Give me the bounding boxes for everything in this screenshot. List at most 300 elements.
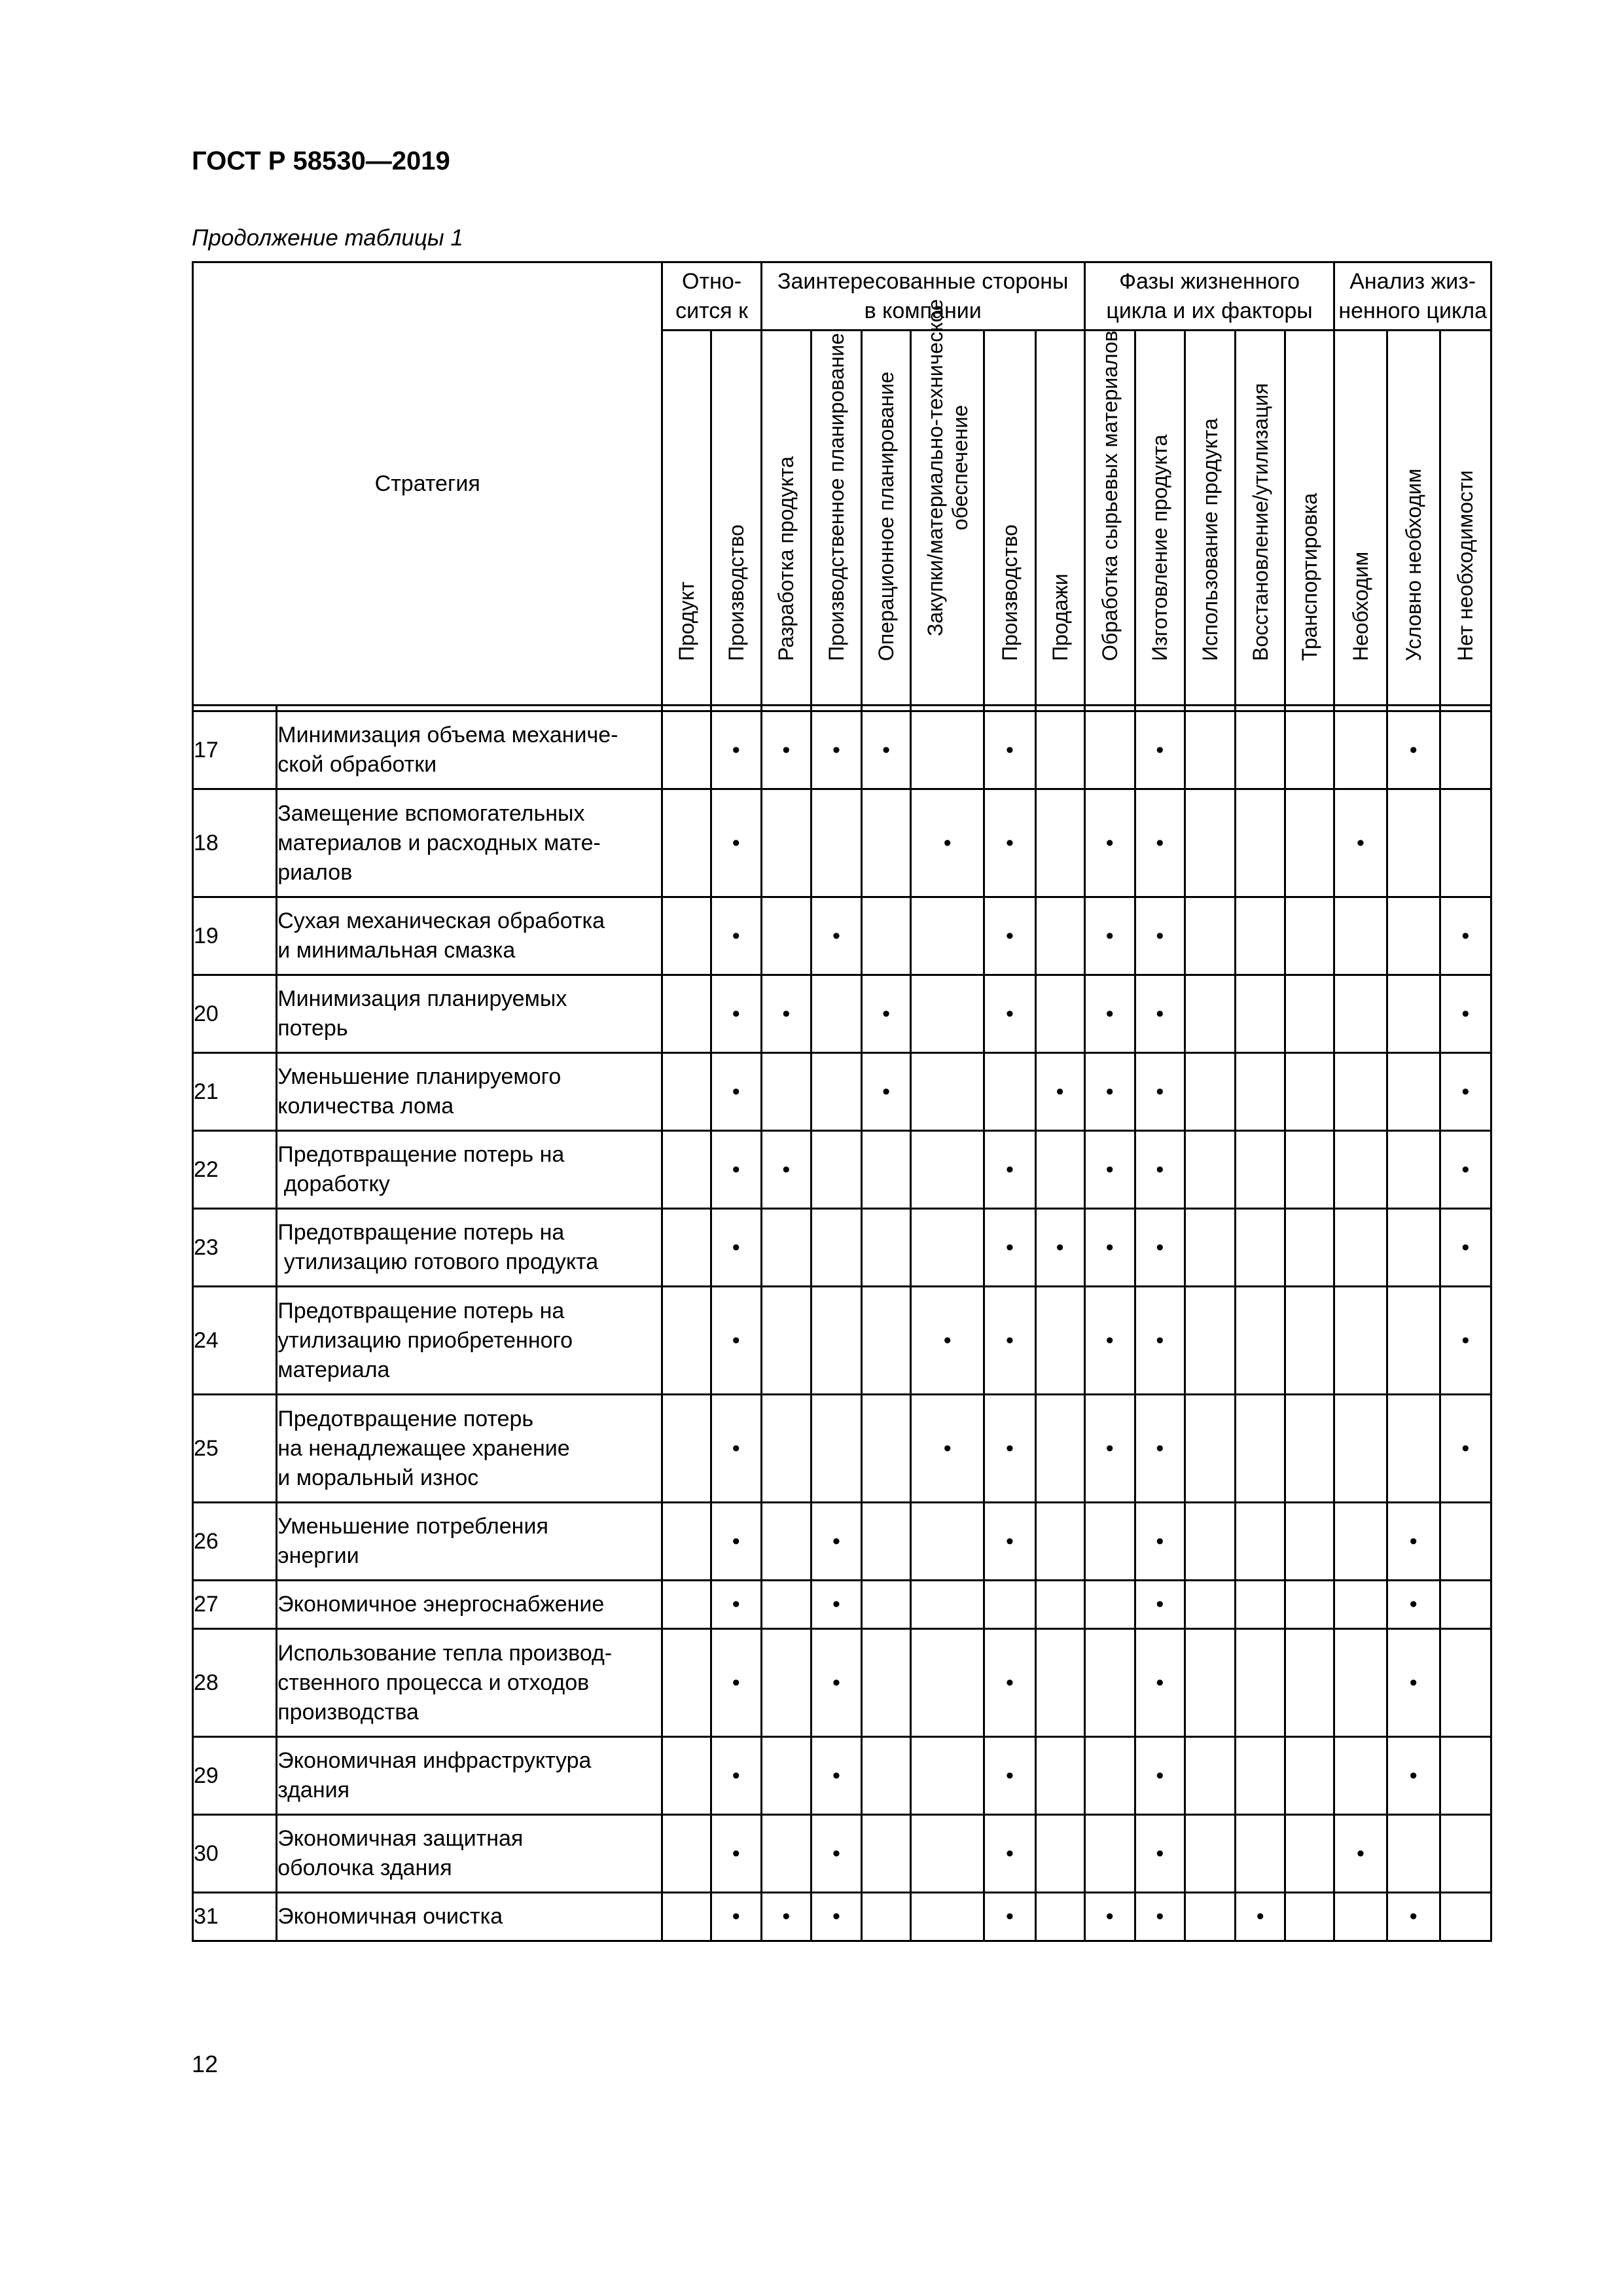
mark-cell-empty — [911, 1737, 984, 1815]
mark-cell-empty — [1285, 1131, 1334, 1209]
mark-cell-bullet: • — [1135, 1629, 1185, 1737]
column-header — [1285, 331, 1334, 706]
mark-cell-bullet: • — [1135, 1503, 1185, 1581]
mark-cell-empty — [911, 711, 984, 789]
mark-cell-empty — [662, 1131, 711, 1209]
mark-cell-bullet: • — [862, 1053, 911, 1131]
mark-cell-empty — [662, 1287, 711, 1395]
mark-cell-empty — [662, 1395, 711, 1503]
mark-cell-bullet: • — [1084, 1209, 1135, 1287]
mark-cell-bullet: • — [984, 1209, 1035, 1287]
mark-cell-empty — [1387, 1209, 1440, 1287]
column-header — [1440, 331, 1491, 706]
column-header-line1: Условно необходим — [1401, 468, 1425, 661]
column-header-label — [923, 299, 972, 636]
row-number: 29 — [193, 1737, 277, 1815]
mark-cell-empty — [1236, 1629, 1285, 1737]
mark-cell-empty — [1185, 1815, 1235, 1893]
mark-cell-empty — [911, 1209, 984, 1287]
strategy-name-line: Уменьшение планируемого — [277, 1064, 562, 1089]
mark-cell-bullet: • — [1135, 1053, 1185, 1131]
mark-cell-empty — [1185, 1581, 1235, 1629]
separator-cell — [911, 706, 984, 711]
mark-cell-empty — [1285, 1815, 1334, 1893]
mark-cell-bullet: • — [1135, 975, 1185, 1053]
column-header-label — [1248, 383, 1273, 661]
strategy-name-line: доработку — [277, 1172, 390, 1196]
mark-cell-bullet: • — [1135, 1395, 1185, 1503]
table-row — [193, 1629, 1491, 1737]
separator-cell — [1285, 706, 1334, 711]
mark-cell-empty — [1035, 711, 1084, 789]
mark-cell-empty — [1334, 1395, 1387, 1503]
mark-cell-bullet: • — [1334, 1815, 1387, 1893]
table-row — [193, 975, 1491, 1053]
mark-cell-empty — [1185, 789, 1235, 897]
strategy-name — [277, 711, 662, 789]
mark-cell-empty — [1285, 711, 1334, 789]
column-header-label — [1453, 470, 1478, 661]
group-header-lifecycle — [1084, 262, 1334, 331]
strategy-name-line: и моральный износ — [277, 1465, 479, 1490]
group-header-stakeholders-line2: в компании — [864, 298, 982, 323]
row-number: 20 — [193, 975, 277, 1053]
mark-cell-empty — [1185, 711, 1235, 789]
mark-cell-bullet: • — [711, 1053, 761, 1131]
mark-cell-bullet: • — [1084, 1893, 1135, 1941]
mark-cell-empty — [662, 1629, 711, 1737]
mark-cell-bullet: • — [1440, 1287, 1491, 1395]
mark-cell-empty — [1035, 1131, 1084, 1209]
group-header-analysis — [1334, 262, 1491, 331]
group-header-relates — [662, 262, 761, 331]
table-row — [193, 1287, 1491, 1395]
strategy-name-line: оболочка здания — [277, 1856, 452, 1880]
mark-cell-empty — [1236, 789, 1285, 897]
row-number: 28 — [193, 1629, 277, 1737]
column-header-label — [724, 524, 749, 661]
mark-cell-empty — [1035, 789, 1084, 897]
row-number: 18 — [193, 789, 277, 897]
mark-cell-bullet: • — [761, 1893, 811, 1941]
mark-cell-bullet: • — [862, 975, 911, 1053]
mark-cell-bullet: • — [1440, 1395, 1491, 1503]
mark-cell-bullet: • — [1387, 711, 1440, 789]
mark-cell-empty — [862, 897, 911, 975]
column-header-line1: Использование продукта — [1198, 418, 1222, 661]
separator-cell — [193, 706, 277, 711]
mark-cell-bullet: • — [811, 711, 861, 789]
strategy-name — [277, 1629, 662, 1737]
mark-cell-empty — [1440, 1581, 1491, 1629]
mark-cell-bullet: • — [984, 975, 1035, 1053]
mark-cell-empty — [1236, 1287, 1285, 1395]
column-header-line1: Продукт — [674, 581, 698, 661]
table-row — [193, 1209, 1491, 1287]
mark-cell-empty — [984, 1581, 1035, 1629]
mark-cell-empty — [862, 1209, 911, 1287]
mark-cell-bullet: • — [984, 1287, 1035, 1395]
mark-cell-empty — [1334, 975, 1387, 1053]
mark-cell-empty — [1440, 789, 1491, 897]
mark-cell-empty — [1236, 1815, 1285, 1893]
header-row-groups — [193, 262, 1491, 331]
mark-cell-bullet: • — [1135, 1815, 1185, 1893]
mark-cell-bullet: • — [911, 1287, 984, 1395]
mark-cell-empty — [1285, 897, 1334, 975]
mark-cell-empty — [1236, 1737, 1285, 1815]
group-header-lifecycle-line2: цикла и их факторы — [1106, 298, 1313, 323]
mark-cell-empty — [862, 1395, 911, 1503]
mark-cell-bullet: • — [1440, 1131, 1491, 1209]
mark-cell-empty — [662, 1737, 711, 1815]
strategy-name — [277, 1395, 662, 1503]
mark-cell-bullet: • — [761, 1131, 811, 1209]
column-header-line1: Производство — [997, 524, 1022, 661]
strategy-name-line: количества лома — [277, 1094, 454, 1119]
mark-cell-empty — [911, 1503, 984, 1581]
mark-cell-bullet: • — [1440, 1053, 1491, 1131]
mark-cell-empty — [1185, 1209, 1235, 1287]
column-header-label — [1048, 573, 1073, 661]
mark-cell-empty — [811, 1053, 861, 1131]
strategy-name-line: ственного процесса и отходов — [277, 1670, 590, 1695]
strategy-name-line: Экономичная очистка — [277, 1904, 503, 1929]
column-header-line1: Изготовление продукта — [1148, 434, 1172, 661]
mark-cell-bullet: • — [1236, 1893, 1285, 1941]
column-header-line1: Закупки/материально-техническое — [923, 298, 947, 636]
strategy-name — [277, 975, 662, 1053]
mark-cell-empty — [1236, 975, 1285, 1053]
table-row — [193, 1053, 1491, 1131]
mark-cell-bullet: • — [984, 1893, 1035, 1941]
strategy-name-line: Использование тепла производ- — [277, 1640, 613, 1666]
strategy-name — [277, 1209, 662, 1287]
mark-cell-empty — [1084, 1503, 1135, 1581]
row-number: 31 — [193, 1893, 277, 1941]
separator-cell — [1440, 706, 1491, 711]
mark-cell-empty — [862, 1815, 911, 1893]
separator-cell — [1236, 706, 1285, 711]
strategy-name — [277, 1131, 662, 1209]
mark-cell-empty — [1334, 1737, 1387, 1815]
mark-cell-empty — [1285, 1209, 1334, 1287]
strategy-name-line: Предотвращение потерь на — [277, 1298, 565, 1323]
mark-cell-bullet: • — [711, 897, 761, 975]
column-header-label — [1401, 469, 1426, 661]
mark-cell-bullet: • — [711, 1629, 761, 1737]
mark-cell-bullet: • — [1135, 711, 1185, 789]
mark-cell-empty — [1334, 1503, 1387, 1581]
strategy-name — [277, 1815, 662, 1893]
separator-cell — [1135, 706, 1185, 711]
strategy-name-line: материала — [277, 1357, 390, 1382]
strategy-name-line: Уменьшение потребления — [277, 1514, 548, 1539]
mark-cell-bullet: • — [984, 1131, 1035, 1209]
mark-cell-bullet: • — [984, 789, 1035, 897]
mark-cell-bullet: • — [811, 1893, 861, 1941]
mark-cell-empty — [1035, 1581, 1084, 1629]
column-header — [984, 331, 1035, 706]
mark-cell-empty — [761, 1287, 811, 1395]
mark-cell-empty — [1185, 1395, 1235, 1503]
mark-cell-empty — [1285, 1629, 1334, 1737]
strategy-name — [277, 1893, 662, 1941]
mark-cell-bullet: • — [811, 1503, 861, 1581]
mark-cell-empty — [662, 789, 711, 897]
mark-cell-empty — [1440, 711, 1491, 789]
mark-cell-empty — [761, 1395, 811, 1503]
mark-cell-bullet: • — [711, 1581, 761, 1629]
column-header — [1035, 331, 1084, 706]
strategy-name-line: Замещение вспомогательных — [277, 800, 585, 826]
mark-cell-empty — [1334, 1209, 1387, 1287]
mark-cell-bullet: • — [862, 711, 911, 789]
separator-cell — [1334, 706, 1387, 711]
strategy-name-line: утилизацию приобретенного — [277, 1327, 573, 1353]
column-header-label — [1348, 552, 1373, 661]
strategy-name-line: материалов и расходных мате- — [277, 830, 601, 855]
column-header — [811, 331, 861, 706]
mark-cell-empty — [1035, 1503, 1084, 1581]
row-number: 27 — [193, 1581, 277, 1629]
mark-cell-bullet: • — [811, 1737, 861, 1815]
table-row — [193, 789, 1491, 897]
mark-cell-empty — [1334, 897, 1387, 975]
mark-cell-bullet: • — [711, 1209, 761, 1287]
mark-cell-bullet: • — [984, 1737, 1035, 1815]
mark-cell-empty — [761, 1629, 811, 1737]
mark-cell-empty — [811, 1395, 861, 1503]
mark-cell-empty — [1387, 789, 1440, 897]
strategy-name-line: энергии — [277, 1543, 359, 1568]
mark-cell-empty — [1236, 1581, 1285, 1629]
mark-cell-empty — [862, 1287, 911, 1395]
table-row — [193, 1737, 1491, 1815]
mark-cell-bullet: • — [1035, 1053, 1084, 1131]
mark-cell-empty — [862, 1737, 911, 1815]
mark-cell-empty — [1236, 1053, 1285, 1131]
column-header-label — [1147, 435, 1172, 661]
mark-cell-bullet: • — [1135, 1581, 1185, 1629]
mark-cell-bullet: • — [711, 1395, 761, 1503]
mark-cell-empty — [1285, 1287, 1334, 1395]
mark-cell-empty — [984, 1053, 1035, 1131]
column-header — [1387, 331, 1440, 706]
mark-cell-empty — [911, 1815, 984, 1893]
mark-cell-bullet: • — [1084, 897, 1135, 975]
group-header-stakeholders-line1: Заинтересованные стороны — [777, 268, 1069, 294]
mark-cell-empty — [761, 1581, 811, 1629]
column-header-label — [1198, 418, 1222, 661]
mark-cell-bullet: • — [711, 1287, 761, 1395]
mark-cell-bullet: • — [811, 1629, 861, 1737]
mark-cell-empty — [761, 1815, 811, 1893]
column-header-line1: Нет необходимости — [1454, 470, 1478, 661]
separator-cell — [711, 706, 761, 711]
mark-cell-empty — [1084, 1629, 1135, 1737]
mark-cell-bullet: • — [984, 711, 1035, 789]
mark-cell-empty — [761, 897, 811, 975]
mark-cell-bullet: • — [1135, 1131, 1185, 1209]
table-row — [193, 1581, 1491, 1629]
mark-cell-empty — [1035, 1395, 1084, 1503]
mark-cell-empty — [662, 1053, 711, 1131]
column-header-label — [824, 333, 849, 661]
mark-cell-empty — [862, 1629, 911, 1737]
row-number: 17 — [193, 711, 277, 789]
column-header-line1: Производство — [724, 524, 748, 661]
mark-cell-bullet: • — [911, 1395, 984, 1503]
mark-cell-empty — [1334, 1893, 1387, 1941]
group-header-analysis-line1: Анализ жиз- — [1349, 268, 1476, 294]
mark-cell-empty — [1387, 1053, 1440, 1131]
mark-cell-empty — [1387, 1131, 1440, 1209]
strategy-name-line: Минимизация планируемых — [277, 986, 567, 1011]
mark-cell-empty — [1285, 1503, 1334, 1581]
column-header — [862, 331, 911, 706]
mark-cell-bullet: • — [984, 1815, 1035, 1893]
mark-cell-empty — [1387, 1395, 1440, 1503]
mark-cell-empty — [1035, 975, 1084, 1053]
strategy-name-line: утилизацию готового продукта — [277, 1249, 599, 1274]
mark-cell-empty — [911, 975, 984, 1053]
mark-cell-empty — [911, 1893, 984, 1941]
document-title: ГОСТ Р 58530—2019 — [192, 147, 450, 175]
mark-cell-empty — [662, 975, 711, 1053]
column-header-line1: Операционное планирование — [874, 371, 899, 661]
row-number: 25 — [193, 1395, 277, 1503]
column-header — [1236, 331, 1285, 706]
mark-cell-empty — [1035, 1815, 1084, 1893]
mark-cell-empty — [1440, 1503, 1491, 1581]
mark-cell-empty — [662, 711, 711, 789]
mark-cell-empty — [1084, 711, 1135, 789]
mark-cell-empty — [1387, 1815, 1440, 1893]
mark-cell-empty — [761, 1053, 811, 1131]
strategy-name — [277, 1053, 662, 1131]
mark-cell-empty — [1084, 1737, 1135, 1815]
table-row — [193, 1131, 1491, 1209]
mark-cell-bullet: • — [1084, 975, 1135, 1053]
separator-cell — [984, 706, 1035, 711]
mark-cell-empty — [811, 1209, 861, 1287]
separator-cell — [862, 706, 911, 711]
strategy-name-line: потерь — [277, 1016, 348, 1041]
mark-cell-empty — [1236, 1395, 1285, 1503]
table-row — [193, 1395, 1491, 1503]
row-number: 23 — [193, 1209, 277, 1287]
strategy-name-line: ской обработки — [277, 752, 437, 777]
column-header-label — [1097, 331, 1122, 661]
mark-cell-bullet: • — [711, 975, 761, 1053]
mark-cell-bullet: • — [984, 1629, 1035, 1737]
mark-cell-bullet: • — [711, 1893, 761, 1941]
separator-cell — [1084, 706, 1135, 711]
column-header-label — [997, 524, 1022, 661]
column-header — [662, 331, 711, 706]
strategy-name-line: риалов — [277, 859, 353, 885]
column-header-line1: Обработка сырьевых материалов — [1097, 331, 1122, 661]
mark-cell-bullet: • — [1135, 1893, 1185, 1941]
mark-cell-empty — [1185, 1629, 1235, 1737]
mark-cell-bullet: • — [1135, 897, 1185, 975]
mark-cell-empty — [761, 1503, 811, 1581]
mark-cell-bullet: • — [1387, 1581, 1440, 1629]
table-row — [193, 1815, 1491, 1893]
mark-cell-empty — [1387, 897, 1440, 975]
page-number: 12 — [192, 2051, 219, 2077]
mark-cell-bullet: • — [1387, 1503, 1440, 1581]
mark-cell-empty — [1236, 1131, 1285, 1209]
column-header-line2: обеспечение — [948, 404, 972, 531]
strategy-name-line: на ненадлежащее хранение — [277, 1435, 570, 1461]
mark-cell-empty — [911, 1581, 984, 1629]
mark-cell-empty — [662, 897, 711, 975]
mark-cell-empty — [1334, 1629, 1387, 1737]
mark-cell-empty — [1334, 711, 1387, 789]
mark-cell-empty — [662, 1581, 711, 1629]
strategy-name — [277, 897, 662, 975]
mark-cell-bullet: • — [1135, 1737, 1185, 1815]
group-header-relates-line1: Отно- — [682, 268, 742, 294]
mark-cell-empty — [1185, 1503, 1235, 1581]
strategy-name-line: и минимальная смазка — [277, 938, 516, 963]
mark-cell-empty — [662, 1815, 711, 1893]
mark-cell-empty — [761, 789, 811, 897]
mark-cell-empty — [1185, 975, 1235, 1053]
mark-cell-bullet: • — [811, 1581, 861, 1629]
mark-cell-empty — [662, 1503, 711, 1581]
row-number: 26 — [193, 1503, 277, 1581]
mark-cell-empty — [811, 975, 861, 1053]
mark-cell-empty — [811, 1131, 861, 1209]
column-header-label — [874, 372, 899, 661]
column-header-label — [674, 581, 699, 661]
strategy-name-line: Экономичное энергоснабжение — [277, 1592, 605, 1617]
mark-cell-empty — [1185, 1893, 1235, 1941]
mark-cell-empty — [1035, 1893, 1084, 1941]
separator-cell — [761, 706, 811, 711]
mark-cell-bullet: • — [1440, 897, 1491, 975]
mark-cell-empty — [1185, 1053, 1235, 1131]
table-row — [193, 897, 1491, 975]
table-row — [193, 1893, 1491, 1941]
mark-cell-empty — [1387, 975, 1440, 1053]
mark-cell-bullet: • — [811, 1815, 861, 1893]
mark-cell-bullet: • — [711, 1503, 761, 1581]
mark-cell-bullet: • — [984, 897, 1035, 975]
mark-cell-bullet: • — [811, 897, 861, 975]
separator-cell — [662, 706, 711, 711]
mark-cell-empty — [1285, 1737, 1334, 1815]
mark-cell-empty — [911, 897, 984, 975]
mark-cell-bullet: • — [1334, 789, 1387, 897]
mark-cell-bullet: • — [711, 1815, 761, 1893]
column-header-line1: Продажи — [1048, 573, 1072, 661]
mark-cell-bullet: • — [711, 1737, 761, 1815]
mark-cell-empty — [1185, 897, 1235, 975]
column-header — [1185, 331, 1235, 706]
separator-cell — [1185, 706, 1235, 711]
column-header-line1: Транспортировка — [1298, 493, 1322, 661]
mark-cell-empty — [1236, 1209, 1285, 1287]
strategy-name-line: Минимизация объема механиче- — [277, 723, 618, 747]
row-number: 22 — [193, 1131, 277, 1209]
separator-cell — [1035, 706, 1084, 711]
mark-cell-empty — [1236, 711, 1285, 789]
mark-cell-bullet: • — [911, 789, 984, 897]
